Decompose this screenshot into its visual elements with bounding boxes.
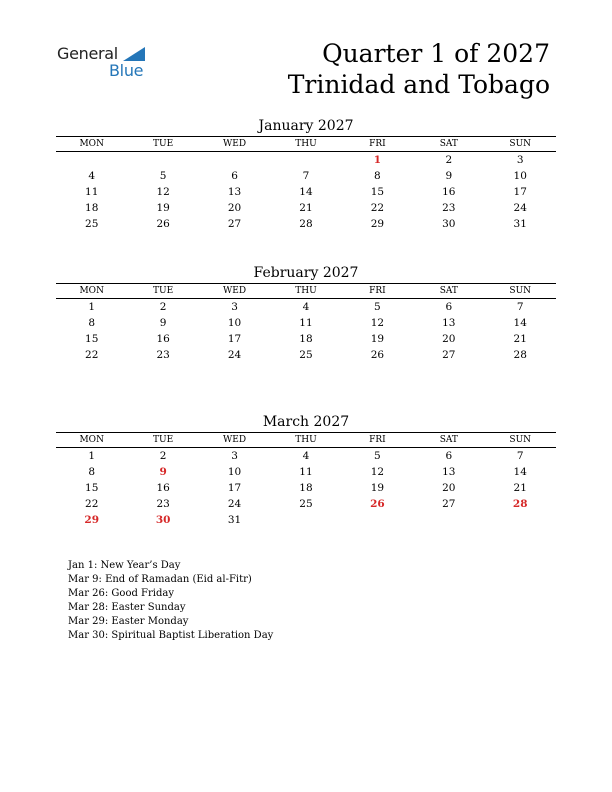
day-cell [485,512,556,528]
day-cell: 1 [88,301,96,313]
day-cell: 1 [88,450,96,462]
day-cell: 13 [227,186,242,198]
day-cell: 23 [442,202,456,214]
day-cell: 3 [231,450,238,462]
day-cell: 23 [156,349,170,361]
weekday-label: WED [223,286,247,296]
day-cell: 25 [299,349,313,361]
weekday-label: MON [79,435,104,445]
day-cell: 4 [302,301,310,313]
logo-word-blue: Blue [109,61,144,80]
logo-triangle-icon [123,47,145,61]
page-title [288,38,550,100]
week-row [56,464,556,480]
weekday-label: SUN [509,139,532,149]
day-cell: 28 [512,498,528,510]
day-cell: 28 [513,349,527,361]
day-cell: 28 [299,218,313,230]
title-line-quarter: Quarter 1 of 2027 [322,39,550,68]
weekday-label: THU [295,286,317,296]
week-row [56,331,556,347]
week-row [56,184,556,200]
weekday-label: WED [223,435,247,445]
day-cell: 16 [156,333,170,345]
day-cell: 20 [227,202,242,214]
weekday-label: MON [79,139,104,149]
weekday-label: TUE [153,139,174,149]
day-cell: 20 [442,333,456,345]
day-cell: 19 [370,333,385,345]
day-cell: 11 [299,466,313,478]
day-cell: 15 [85,333,99,345]
day-cell: 5 [159,170,167,182]
day-cell: 11 [85,186,99,198]
day-cell: 24 [513,202,527,214]
weekday-label: SAT [439,139,458,149]
week-row [56,512,556,528]
day-cell [56,152,127,168]
month-title: February 2027 [253,265,359,281]
day-cell: 17 [227,482,242,494]
day-cell: 6 [445,450,453,462]
day-cell: 16 [156,482,170,494]
holiday-note: Mar 9: End of Ramadan (Eid al-Fitr) [68,574,252,585]
day-cell: 5 [374,450,381,462]
day-cell: 6 [445,301,453,313]
week-row [56,480,556,496]
month-title: March 2027 [262,414,350,430]
weekday-label: SUN [509,435,532,445]
day-cell: 21 [513,482,527,494]
day-cell: 8 [88,466,96,478]
day-cell: 27 [227,218,242,230]
day-cell: 12 [370,466,385,478]
day-cell: 29 [370,218,385,230]
weekday-label: SAT [439,286,458,296]
weekday-label: MON [79,286,104,296]
weekday-label: TUE [153,286,174,296]
day-cell: 12 [156,186,170,198]
holiday-note: Jan 1: New Year’s Day [68,560,181,571]
day-cell: 1 [373,154,382,166]
day-cell: 17 [513,186,527,198]
holiday-note: Mar 26: Good Friday [68,588,174,599]
day-cell: 23 [156,498,170,510]
day-cell: 14 [513,466,527,478]
day-cell: 30 [442,218,456,230]
holiday-note: Mar 28: Easter Sunday [68,602,186,613]
day-cell: 18 [299,333,313,345]
day-cell: 19 [370,482,385,494]
day-cell: 19 [156,202,170,214]
week-row [56,299,556,315]
day-cell: 15 [85,482,99,494]
day-cell: 7 [516,301,524,313]
weekday-label: THU [295,139,317,149]
logo-word-general: General [57,44,118,63]
day-cell: 18 [85,202,99,214]
day-cell: 3 [516,154,524,166]
weekday-label: WED [223,139,247,149]
day-cell: 27 [442,498,456,510]
day-cell: 13 [442,466,456,478]
day-cell: 22 [85,498,99,510]
week-row [56,496,556,512]
day-cell: 13 [442,317,456,329]
weekday-header-row [56,136,556,152]
weekday-label: THU [295,435,317,445]
weekday-label: SUN [509,286,532,296]
week-row [56,152,556,168]
day-cell: 2 [159,301,167,313]
month-february [56,263,556,363]
day-cell: 20 [442,482,456,494]
day-cell: 4 [88,170,96,182]
month-march [56,412,556,528]
day-cell [413,512,484,528]
holiday-notes-list [68,559,273,643]
day-cell [127,152,198,168]
day-cell: 7 [302,170,310,182]
weekday-label: SAT [439,435,458,445]
day-cell: 6 [231,170,238,182]
day-cell: 21 [299,202,313,214]
day-cell: 31 [513,218,527,230]
week-row [56,200,556,216]
brand-logo [57,44,157,80]
day-cell [270,512,341,528]
weekday-label: FRI [369,139,386,149]
day-cell: 11 [299,317,313,329]
day-cell: 10 [227,317,242,329]
week-row [56,347,556,363]
week-row [56,168,556,184]
day-cell [199,152,270,168]
day-cell: 9 [159,317,167,329]
day-cell: 21 [513,333,527,345]
day-cell [270,152,341,168]
day-cell: 12 [370,317,385,329]
holiday-note: Mar 30: Spiritual Baptist Liberation Day [68,630,274,641]
day-cell: 26 [370,498,385,510]
week-row [56,216,556,232]
day-cell: 10 [227,466,242,478]
weekday-label: FRI [369,286,386,296]
day-cell: 22 [85,349,99,361]
day-cell: 8 [374,170,381,182]
day-cell: 2 [445,154,453,166]
day-cell: 29 [84,514,100,526]
day-cell: 24 [227,498,242,510]
day-cell: 9 [159,466,167,478]
day-cell: 7 [516,450,524,462]
day-cell: 9 [445,170,453,182]
day-cell: 26 [156,218,170,230]
week-row [56,448,556,464]
month-january [56,116,556,232]
day-cell: 4 [302,450,310,462]
day-cell: 16 [442,186,456,198]
day-cell: 27 [442,349,456,361]
weekday-label: FRI [369,435,386,445]
day-cell: 18 [299,482,313,494]
day-cell: 14 [299,186,313,198]
weekday-header-row [56,283,556,299]
day-cell: 31 [227,514,242,526]
day-cell: 3 [231,301,238,313]
month-title: January 2027 [258,118,354,134]
weekday-label: TUE [153,435,174,445]
day-cell: 2 [159,450,167,462]
holiday-note: Mar 29: Easter Monday [68,616,189,627]
day-cell: 14 [513,317,527,329]
day-cell: 17 [227,333,242,345]
day-cell: 8 [88,317,96,329]
day-cell: 24 [227,349,242,361]
day-cell [342,512,413,528]
day-cell: 15 [370,186,385,198]
day-cell: 22 [370,202,385,214]
day-cell: 30 [155,514,171,526]
title-line-country: Trinidad and Tobago [287,70,550,99]
day-cell: 25 [85,218,99,230]
weekday-header-row [56,432,556,448]
day-cell: 25 [299,498,313,510]
week-row [56,315,556,331]
day-cell: 26 [370,349,385,361]
day-cell: 10 [513,170,527,182]
day-cell: 5 [374,301,381,313]
